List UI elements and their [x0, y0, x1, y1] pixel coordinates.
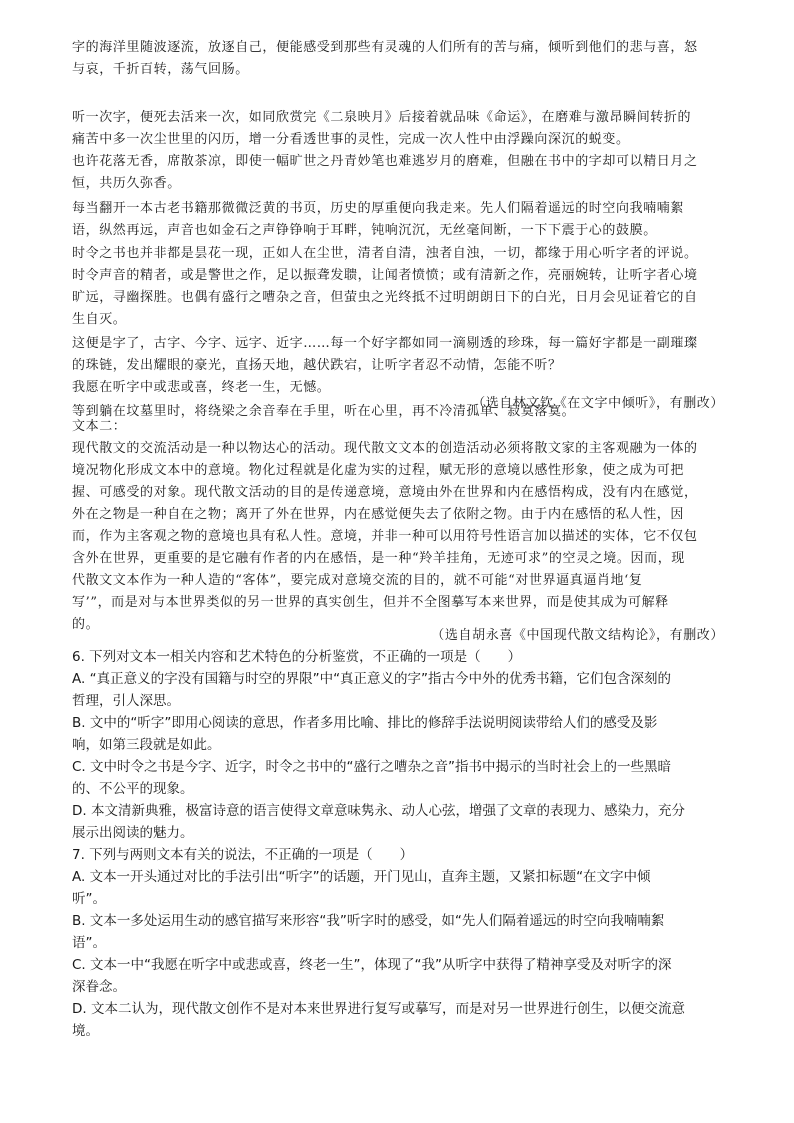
passage-line: 含外在世界，更重要的是它融有作者的内在感悟，是一种“羚羊挂角，无迹可求”的空灵之境。因而，现 — [72, 551, 685, 566]
option-6b: B. 文中的“听字”即用心阅读的意思，作者多用比喻、排比的修辞手法说明阅读带给人们的感受及影 — [72, 715, 658, 731]
text2-heading: 文本二： — [72, 419, 127, 434]
passage-line: 我愿在听字中或悲或喜，终老一生，无憾。 — [72, 380, 331, 395]
passage-line: 代散文文本作为一种人造的“客体”，要完成对意境交流的目的，就不可能“对世界逼真逼肖地‘复 — [72, 573, 643, 588]
passage-line: 握、可感受的对象。现代散文活动的目的是传递意境，意境由外在世界和内在感悟构成，没有内在感觉， — [72, 485, 698, 500]
questions — [72, 645, 724, 1039]
passage-line: 痛苦中多一次尘世里的闪历，增一分看透世事的灵性，完成一次人性中由浮躁向深沉的蜕变。 — [72, 132, 630, 147]
passage-line: 语，纵然再远，声音也如金石之声铮铮响于耳畔，钝响沉沉，无丝毫间断，一下下震于心的鼓膜。 — [72, 223, 657, 238]
passage-line: 的。 — [72, 617, 100, 632]
passage-line: 与哀，千折百转，荡气回肠。 — [72, 62, 249, 77]
option-6c-cont: 的、不公平的现象。 — [72, 781, 194, 797]
text2-source-row — [72, 624, 724, 644]
passage-line: 时令之书也并非都是昙花一现，正如人在尘世，清者自清，浊者自浊，一切，都缘于用心听字者的评说。 — [72, 246, 698, 261]
option-6d-cont: 展示出阅读的魅力。 — [72, 825, 194, 841]
passage-line: 每当翻开一本古老书籍那微微泛黄的书页，历史的厚重便向我走来。先人们隔着遥远的时空向我喃喃絮 — [72, 201, 685, 216]
passage-line: 听一次字，便死去活来一次，如同欣赏完《二泉映月》后接着就品味《命运》，在磨难与激昂瞬间转折的 — [72, 110, 692, 125]
option-7c-cont: 深眷念。 — [72, 979, 126, 995]
passage-line: 境况物化形成文本中的意境。物化过程就是化虚为实的过程，赋无形的意境以感性形象，使之成为可把 — [72, 463, 685, 478]
passage-line: 也许花落无香，席散茶凉，即使一幅旷世之丹青妙笔也难逃岁月的磨难，但融在书中的字却可以精日月之 — [72, 154, 698, 169]
question-6-stem: 6. 下列对文本一相关内容和艺术特色的分析鉴赏，不正确的一项是（ ） — [72, 649, 522, 665]
passage-line: 字的海洋里随波逐流，放逐自己，便能感受到那些有灵魂的人们所有的苦与痛，倾听到他们的悲与喜，怒 — [72, 40, 698, 55]
question-7-stem: 7. 下列与两则文本有关的说法，不正确的一项是（ ） — [72, 847, 414, 863]
passage-line: 生自灭。 — [72, 312, 127, 327]
option-7b-cont: 语”。 — [72, 935, 106, 951]
option-7d-cont: 境。 — [72, 1023, 99, 1039]
option-6a-cont: 哲理，引人深思。 — [72, 693, 180, 709]
passage-line: 写’”，而是对与本世界类似的另一世界的真实创生，但并不全图摹写本来世界，而是使其成为可解释 — [72, 595, 669, 610]
text1-source: （选自林文钦《在文字中倾听》，有删改） — [472, 396, 724, 411]
option-6d: D. 本文清新典雅，极富诗意的语言使得文章意味隽永、动人心弦，增强了文章的表现力、感染力，充分 — [72, 803, 685, 819]
passage-line: 恒，共历久弥香。 — [72, 176, 181, 191]
text2-passage — [72, 415, 724, 645]
passage-line: 现代散文的交流活动是一种以物达心的活动。现代散文文本的创造活动必须将散文家的主客观融为一体的 — [72, 441, 698, 456]
passage-line: 时令声音的精者，或是警世之作，足以振聋发聩，让闻者愤愤；或有清新之作，亮丽婉转，让听字者心境 — [72, 268, 698, 283]
option-7d: D. 文本二认为，现代散文创作不是对本来世界进行复写或摹写，而是对另一世界进行创生，以便交流意 — [72, 1001, 685, 1017]
option-7b: B. 文本一多处运用生动的感官描写来形容“我”听字时的感受，如“先人们隔着遥远的时空向我喃喃絮 — [72, 913, 665, 929]
option-7c: C. 文本一中“我愿在听字中或悲或喜，终老一生”，体现了“我”从听字中获得了精神享受及对听字的深 — [72, 957, 672, 973]
option-7a: A. 文本一开头通过对比的手法引出“听字”的话题，开门见山，直奔主题，又紧扣标题“在文字中倾 — [72, 869, 651, 885]
option-6a: A. “真正意义的字没有国籍与时空的界限”中“真正意义的字”指古今中外的优秀书籍，它们包含深刻的 — [72, 671, 672, 687]
passage-line: 外在之物是一种自在之物；离开了外在世界，内在感觉便失去了依附之物。由于内在感悟的私人性，因 — [72, 507, 685, 522]
text1-source-row — [72, 392, 724, 412]
option-7a-cont: 听”。 — [72, 891, 106, 907]
passage-line: 而，作为主客观之物的意境也具有私人性。意境，并非一种可以用符号性语言加以描述的实体，它不仅包 — [72, 529, 698, 544]
text1-passage — [72, 36, 724, 419]
text2-source: （选自胡永喜《中国现代散文结构论》，有删改） — [431, 628, 724, 643]
option-6c: C. 文中时令之书是今字、近字，时令之书中的“盛行之嘈杂之音”指书中揭示的当时社会上的一些黑暗 — [72, 759, 671, 775]
passage-line: 的珠链，发出耀眼的豪光，直扬天地，越伏跌宕，让听字者忍不动情，怎能不听？ — [72, 358, 562, 373]
option-6b-cont: 响，如第三段就是如此。 — [72, 737, 221, 753]
passage-line: 旷远，寻幽探胜。也偶有盛行之嘈杂之音，但萤虫之光终抵不过明朗朗日下的白光，日月会见证着它的自 — [72, 290, 698, 305]
passage-line: 等到躺在坟墓里时，将绕梁之余音奉在手里，听在心里，再不冷清孤单、寂寞落寞。 — [72, 404, 576, 419]
passage-line: 这便是字了，古字、今字、远字、近字……每一个好字都如同一滴剔透的珍珠，每一篇好字都是一副璀璨 — [72, 336, 698, 351]
